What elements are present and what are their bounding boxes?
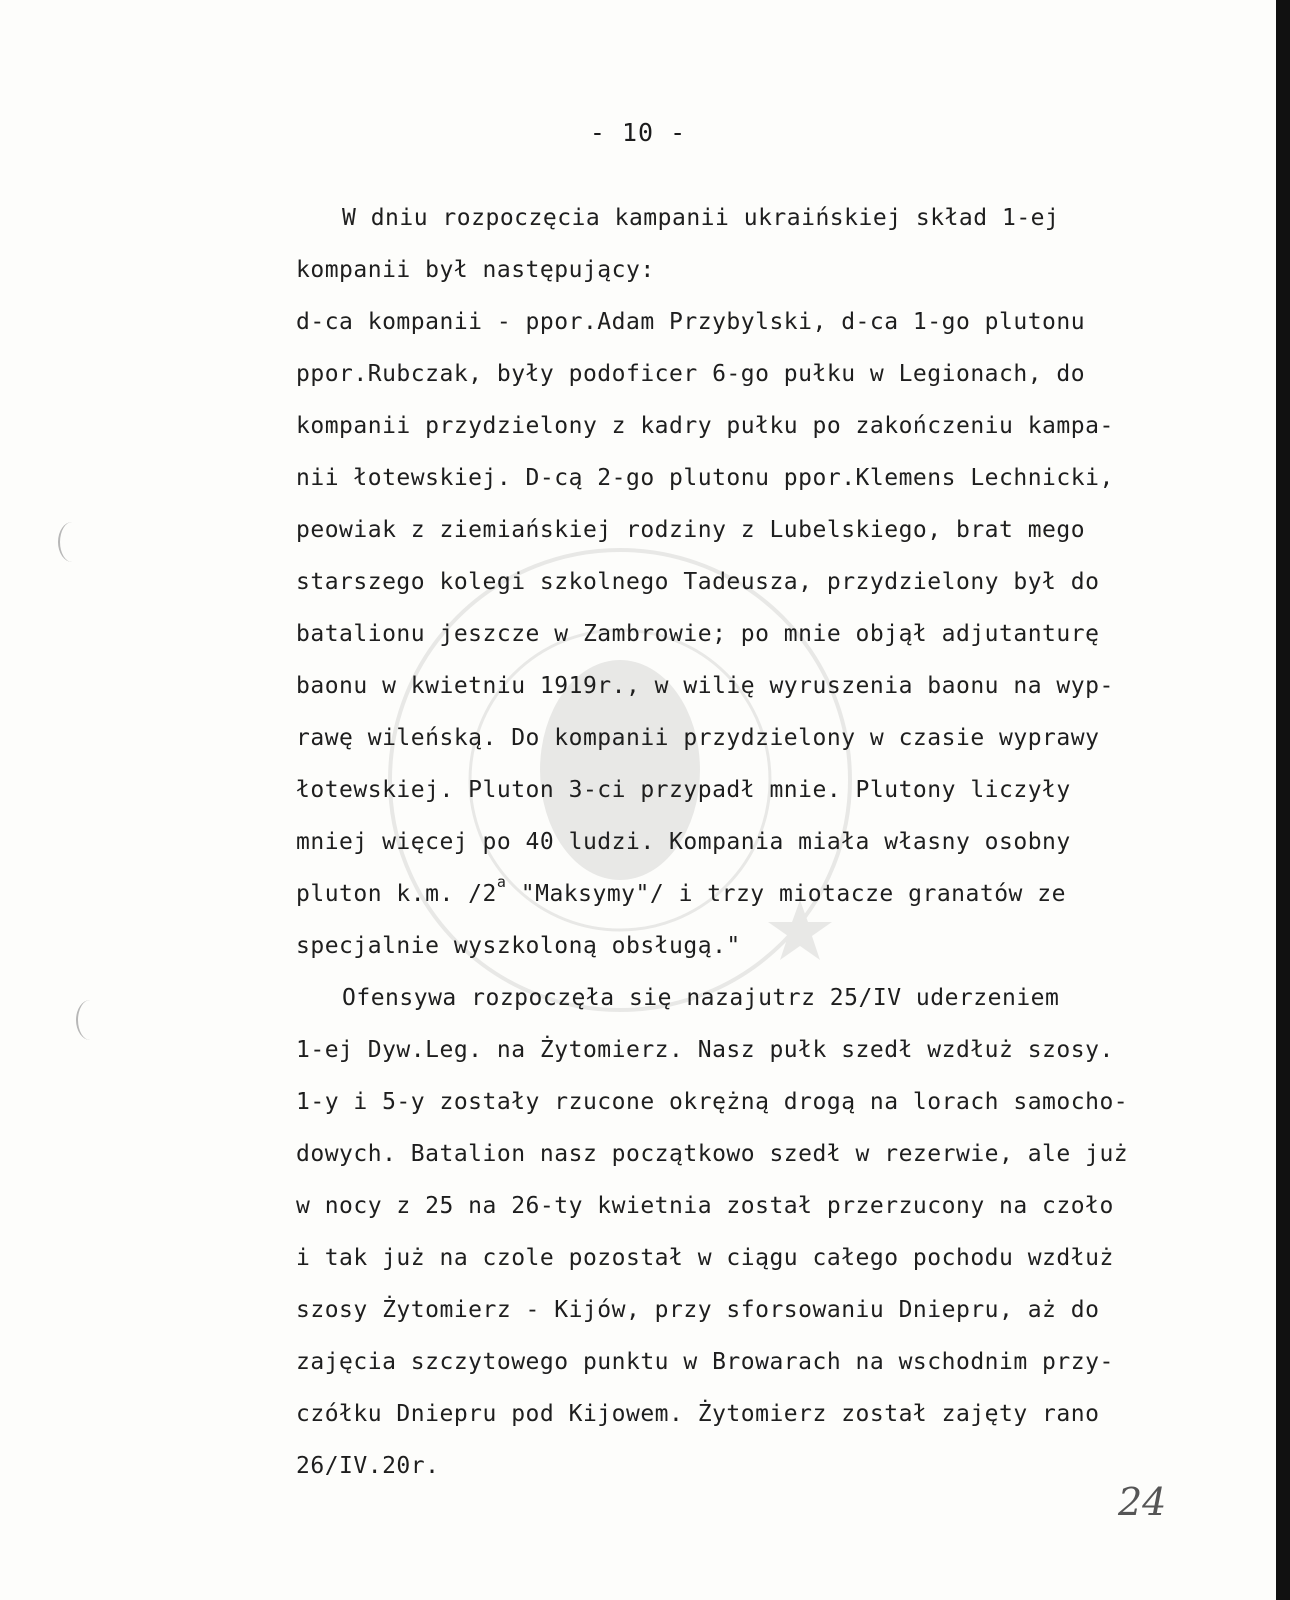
text-line-23: zajęcia szczytowego punktu w Browarach na wschodnim przy- [296, 1349, 1114, 1375]
typed-text-body [296, 192, 1216, 1492]
text-line-7: peowiak z ziemiańskiej rodziny z Lubelskiego, brat mego [296, 517, 1086, 543]
text-line-14-start: pluton k.m. /2 [296, 881, 497, 907]
text-line-14-end: "Maksymy"/ i trzy miotacze granatów ze [506, 881, 1066, 907]
punch-hole-lower [76, 1000, 104, 1040]
text-line-10: baonu w kwietniu 1919r., w wilię wyruszenia baonu na wyp- [296, 673, 1114, 699]
text-line-9: batalionu jeszcze w Zambrowie; po mnie objął adjutanturę [296, 621, 1100, 647]
text-line-15: specjalnie wyszkoloną obsługą." [296, 933, 741, 959]
handwritten-folio-number: 24 [1118, 1480, 1167, 1524]
text-line-19: dowych. Batalion nasz początkowo szedł w rezerwie, ale już [296, 1141, 1129, 1167]
text-line-14 [296, 868, 1216, 920]
text-line-18: 1-y i 5-y zostały rzucone okrężną drogą na lorach samocho- [296, 1089, 1129, 1115]
text-line-3: d-ca kompanii - ppor.Adam Przybylski, d-ca 1-go plutonu [296, 309, 1086, 335]
text-line-25: 26/IV.20r. [296, 1453, 440, 1479]
text-line-8: starszego kolegi szkolnego Tadeusza, przydzielony był do [296, 569, 1100, 595]
text-line-4: ppor.Rubczak, były podoficer 6-go pułku w Legionach, do [296, 361, 1086, 387]
text-line-24: czółku Dniepru pod Kijowem. Żytomierz został zajęty rano [296, 1401, 1100, 1427]
text-line-5: kompanii przydzielony z kadry pułku po zakończeniu kampa- [296, 413, 1114, 439]
text-line-11: rawę wileńską. Do kompanii przydzielony w czasie wyprawy [296, 725, 1100, 751]
page-number: - 10 - [589, 118, 687, 147]
text-line-13: mniej więcej po 40 ludzi. Kompania miała własny osobny [296, 829, 1071, 855]
text-line-17: 1-ej Dyw.Leg. na Żytomierz. Nasz pułk szedł wzdłuż szosy. [296, 1037, 1114, 1063]
text-line-21: i tak już na czole pozostał w ciągu całego pochodu wzdłuż [296, 1245, 1114, 1271]
punch-hole-upper [58, 522, 86, 562]
superscript-a: a [496, 873, 507, 891]
text-line-2: kompanii był następujący: [296, 257, 655, 283]
text-line-16: Ofensywa rozpoczęła się nazajutrz 25/IV uderzeniem [342, 985, 1060, 1011]
text-line-12: łotewskiej. Pluton 3-ci przypadł mnie. Plutony liczyły [296, 777, 1071, 803]
text-line-22: szosy Żytomierz - Kijów, przy sforsowaniu Dniepru, aż do [296, 1297, 1100, 1323]
text-line-6: nii łotewskiej. D-cą 2-go plutonu ppor.Klemens Lechnicki, [296, 465, 1114, 491]
scan-border [1276, 0, 1290, 1600]
text-line-20: w nocy z 25 na 26-ty kwietnia został przerzucony na czoło [296, 1193, 1114, 1219]
text-line-1: W dniu rozpoczęcia kampanii ukraińskiej skład 1-ej [342, 205, 1060, 231]
